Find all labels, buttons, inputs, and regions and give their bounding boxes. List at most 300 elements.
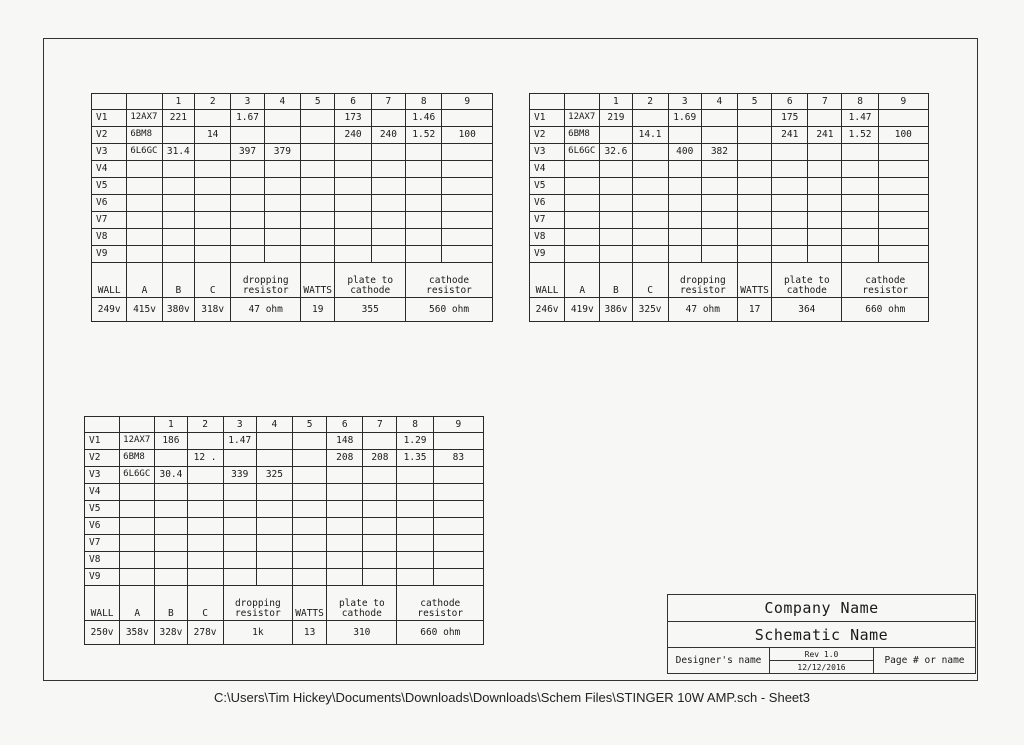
voltage-cell bbox=[187, 433, 223, 450]
voltage-cell: 31.4 bbox=[162, 144, 194, 161]
designer-name: Designer's name bbox=[668, 648, 770, 673]
voltage-cell bbox=[632, 144, 668, 161]
tube-type bbox=[120, 484, 155, 501]
voltage-cell bbox=[327, 501, 363, 518]
voltage-cell bbox=[223, 501, 256, 518]
voltage-cell bbox=[371, 178, 405, 195]
tube-row bbox=[85, 535, 484, 552]
footer-value: 318v bbox=[195, 298, 231, 322]
voltage-cell: 339 bbox=[223, 467, 256, 484]
voltage-cell: 186 bbox=[155, 433, 187, 450]
voltage-cell bbox=[264, 178, 300, 195]
pin-header: 9 bbox=[878, 94, 928, 110]
tube-position-label: V8 bbox=[85, 552, 120, 569]
footer-header: cathode resistor bbox=[842, 263, 929, 298]
tube-type bbox=[565, 229, 600, 246]
voltage-cell bbox=[155, 569, 187, 586]
footer-value: 415v bbox=[127, 298, 162, 322]
voltage-cell bbox=[371, 229, 405, 246]
voltage-cell bbox=[293, 450, 327, 467]
voltage-cell: 1.46 bbox=[406, 110, 442, 127]
voltage-cell: 148 bbox=[327, 433, 363, 450]
tube-position-label: V6 bbox=[530, 195, 565, 212]
voltage-cell bbox=[632, 161, 668, 178]
voltage-cell bbox=[335, 144, 371, 161]
voltage-cell bbox=[231, 161, 264, 178]
tube-row bbox=[530, 127, 929, 144]
tube-type: 12AX7 bbox=[565, 110, 600, 127]
voltage-cell bbox=[808, 110, 842, 127]
footer-value: 364 bbox=[772, 298, 842, 322]
tube-position-label: V6 bbox=[85, 518, 120, 535]
voltage-cell bbox=[155, 552, 187, 569]
pin-header: 4 bbox=[256, 417, 292, 433]
voltage-cell: 1.67 bbox=[231, 110, 264, 127]
voltage-cell bbox=[600, 229, 632, 246]
tube-type: 6BM8 bbox=[120, 450, 155, 467]
footer-value: 660 ohm bbox=[397, 621, 484, 645]
voltage-cell: 1.69 bbox=[668, 110, 701, 127]
pin-header: 9 bbox=[442, 94, 493, 110]
footer-value: 355 bbox=[335, 298, 406, 322]
voltage-cell bbox=[301, 229, 335, 246]
voltage-cell: 221 bbox=[162, 110, 194, 127]
title-block bbox=[667, 594, 976, 674]
voltage-cell bbox=[223, 450, 256, 467]
tube-row bbox=[85, 484, 484, 501]
tube-type: 6L6GC bbox=[120, 467, 155, 484]
voltage-cell: 12 . bbox=[187, 450, 223, 467]
footer-header: A bbox=[120, 586, 155, 621]
voltage-cell bbox=[223, 535, 256, 552]
footer-value: 386v bbox=[600, 298, 632, 322]
voltage-cell bbox=[301, 144, 335, 161]
voltage-cell bbox=[772, 195, 808, 212]
voltage-cell bbox=[264, 161, 300, 178]
voltage-cell bbox=[162, 161, 194, 178]
footer-header: cathode resistor bbox=[406, 263, 493, 298]
footer-value: 560 ohm bbox=[406, 298, 493, 322]
voltage-cell bbox=[878, 144, 928, 161]
voltage-cell bbox=[397, 518, 433, 535]
voltage-cell bbox=[335, 229, 371, 246]
voltage-cell bbox=[335, 195, 371, 212]
voltage-cell bbox=[223, 484, 256, 501]
footer-header: B bbox=[162, 263, 194, 298]
voltage-cell bbox=[842, 144, 878, 161]
voltage-cell bbox=[371, 161, 405, 178]
footer-value-row bbox=[530, 298, 929, 322]
voltage-cell bbox=[256, 535, 292, 552]
voltage-cell bbox=[878, 110, 928, 127]
tube-position-label: V7 bbox=[530, 212, 565, 229]
voltage-cell: 240 bbox=[335, 127, 371, 144]
pin-header-row bbox=[85, 417, 484, 433]
tube-row bbox=[85, 450, 484, 467]
tube-type bbox=[565, 195, 600, 212]
voltage-cell bbox=[187, 569, 223, 586]
voltage-cell bbox=[600, 246, 632, 263]
voltage-cell bbox=[842, 212, 878, 229]
footer-header: plate to cathode bbox=[772, 263, 842, 298]
footer-header: cathode resistor bbox=[397, 586, 484, 621]
tube-position-label: V3 bbox=[92, 144, 127, 161]
voltage-cell bbox=[668, 178, 701, 195]
tube-type bbox=[565, 161, 600, 178]
voltage-cell bbox=[223, 518, 256, 535]
tube-type bbox=[120, 569, 155, 586]
voltage-cell bbox=[371, 110, 405, 127]
voltage-cell bbox=[363, 569, 397, 586]
footer-header: dropping resistor bbox=[231, 263, 301, 298]
pin-header: 2 bbox=[187, 417, 223, 433]
tube-row bbox=[92, 195, 493, 212]
voltage-cell bbox=[301, 161, 335, 178]
tube-position-label: V9 bbox=[92, 246, 127, 263]
voltage-cell bbox=[256, 552, 292, 569]
date: 12/12/2016 bbox=[770, 661, 874, 674]
voltage-cell bbox=[808, 229, 842, 246]
tube-position-label: V1 bbox=[92, 110, 127, 127]
footer-value: 249v bbox=[92, 298, 127, 322]
pin-header: 9 bbox=[433, 417, 483, 433]
footer-value: 13 bbox=[293, 621, 327, 645]
tube-type: 6L6GC bbox=[127, 144, 162, 161]
tube-type bbox=[127, 195, 162, 212]
voltage-cell bbox=[363, 535, 397, 552]
pin-header: 7 bbox=[371, 94, 405, 110]
voltage-cell bbox=[155, 501, 187, 518]
voltage-cell bbox=[433, 552, 483, 569]
voltage-cell bbox=[155, 518, 187, 535]
voltage-cell bbox=[738, 229, 772, 246]
voltage-cell bbox=[442, 212, 493, 229]
voltage-cell bbox=[397, 552, 433, 569]
voltage-cell bbox=[363, 518, 397, 535]
tube-position-label: V9 bbox=[530, 246, 565, 263]
voltage-cell bbox=[335, 246, 371, 263]
voltage-cell bbox=[632, 246, 668, 263]
tube-row bbox=[92, 178, 493, 195]
tube-position-label: V9 bbox=[85, 569, 120, 586]
tube-type bbox=[120, 518, 155, 535]
pin-header: 5 bbox=[301, 94, 335, 110]
voltage-cell bbox=[301, 127, 335, 144]
voltage-cell bbox=[406, 212, 442, 229]
voltage-cell bbox=[155, 535, 187, 552]
pin-header: 2 bbox=[195, 94, 231, 110]
tube-row bbox=[92, 161, 493, 178]
voltage-cell bbox=[701, 110, 737, 127]
voltage-cell bbox=[668, 161, 701, 178]
voltage-table bbox=[91, 93, 493, 322]
voltage-cell bbox=[406, 144, 442, 161]
voltage-cell bbox=[162, 127, 194, 144]
voltage-cell bbox=[256, 501, 292, 518]
blank-cell bbox=[530, 94, 565, 110]
voltage-cell bbox=[632, 178, 668, 195]
voltage-cell bbox=[701, 212, 737, 229]
voltage-cell bbox=[433, 433, 483, 450]
voltage-cell bbox=[264, 195, 300, 212]
voltage-cell: 100 bbox=[878, 127, 928, 144]
tube-row bbox=[85, 467, 484, 484]
footer-header: dropping resistor bbox=[223, 586, 292, 621]
voltage-cell bbox=[187, 535, 223, 552]
voltage-cell bbox=[187, 467, 223, 484]
voltage-cell bbox=[878, 246, 928, 263]
voltage-cell bbox=[842, 246, 878, 263]
voltage-cell bbox=[231, 246, 264, 263]
voltage-cell bbox=[162, 195, 194, 212]
pin-header: 6 bbox=[772, 94, 808, 110]
voltage-cell bbox=[162, 178, 194, 195]
voltage-cell bbox=[738, 195, 772, 212]
voltage-cell: 208 bbox=[327, 450, 363, 467]
voltage-cell bbox=[293, 484, 327, 501]
tube-type bbox=[127, 229, 162, 246]
voltage-cell bbox=[195, 110, 231, 127]
voltage-cell bbox=[701, 195, 737, 212]
voltage-cell bbox=[808, 161, 842, 178]
voltage-cell bbox=[842, 195, 878, 212]
tube-position-label: V3 bbox=[85, 467, 120, 484]
tube-type bbox=[565, 246, 600, 263]
voltage-cell bbox=[162, 246, 194, 263]
voltage-cell bbox=[223, 569, 256, 586]
voltage-cell bbox=[335, 178, 371, 195]
voltage-cell bbox=[772, 246, 808, 263]
voltage-cell bbox=[155, 450, 187, 467]
voltage-cell bbox=[371, 212, 405, 229]
tube-row bbox=[85, 569, 484, 586]
voltage-cell: 1.52 bbox=[406, 127, 442, 144]
voltage-cell bbox=[371, 195, 405, 212]
voltage-cell bbox=[808, 246, 842, 263]
footer-value-row bbox=[92, 298, 493, 322]
footer-value: 1k bbox=[223, 621, 292, 645]
voltage-cell bbox=[264, 212, 300, 229]
voltage-cell: 173 bbox=[335, 110, 371, 127]
voltage-cell bbox=[327, 569, 363, 586]
voltage-cell bbox=[155, 484, 187, 501]
voltage-cell bbox=[772, 212, 808, 229]
voltage-cell: 208 bbox=[363, 450, 397, 467]
tube-row bbox=[530, 212, 929, 229]
voltage-cell bbox=[442, 246, 493, 263]
tube-position-label: V7 bbox=[85, 535, 120, 552]
tube-position-label: V6 bbox=[92, 195, 127, 212]
voltage-cell bbox=[363, 484, 397, 501]
tube-position-label: V2 bbox=[92, 127, 127, 144]
voltage-cell bbox=[293, 552, 327, 569]
tube-position-label: V3 bbox=[530, 144, 565, 161]
footer-header-row bbox=[85, 586, 484, 621]
voltage-cell: 325 bbox=[256, 467, 292, 484]
tube-position-label: V5 bbox=[530, 178, 565, 195]
tube-position-label: V4 bbox=[530, 161, 565, 178]
voltage-cell: 219 bbox=[600, 110, 632, 127]
voltage-cell bbox=[301, 110, 335, 127]
voltage-cell bbox=[600, 127, 632, 144]
voltage-cell bbox=[195, 212, 231, 229]
footer-header-row bbox=[92, 263, 493, 298]
voltage-cell: 30.4 bbox=[155, 467, 187, 484]
voltage-cell: 14 bbox=[195, 127, 231, 144]
voltage-cell bbox=[738, 144, 772, 161]
voltage-cell bbox=[600, 212, 632, 229]
voltage-cell bbox=[195, 178, 231, 195]
voltage-cell bbox=[327, 518, 363, 535]
voltage-cell: 1.47 bbox=[842, 110, 878, 127]
pin-header: 3 bbox=[231, 94, 264, 110]
footer-header: plate to cathode bbox=[327, 586, 397, 621]
tube-position-label: V1 bbox=[530, 110, 565, 127]
tube-type bbox=[120, 501, 155, 518]
tube-type bbox=[565, 212, 600, 229]
voltage-cell bbox=[433, 518, 483, 535]
voltage-cell bbox=[187, 518, 223, 535]
voltage-cell: 1.47 bbox=[223, 433, 256, 450]
voltage-cell bbox=[223, 552, 256, 569]
voltage-cell bbox=[701, 178, 737, 195]
footer-value: 246v bbox=[530, 298, 565, 322]
voltage-cell bbox=[231, 212, 264, 229]
voltage-cell bbox=[162, 212, 194, 229]
voltage-cell bbox=[772, 161, 808, 178]
schematic-name: Schematic Name bbox=[668, 622, 975, 648]
voltage-cell bbox=[433, 467, 483, 484]
voltage-cell bbox=[842, 178, 878, 195]
footer-header: C bbox=[632, 263, 668, 298]
voltage-cell bbox=[738, 178, 772, 195]
voltage-cell bbox=[701, 229, 737, 246]
footer-header-row bbox=[530, 263, 929, 298]
voltage-cell bbox=[301, 246, 335, 263]
pin-header: 4 bbox=[264, 94, 300, 110]
voltage-cell bbox=[701, 127, 737, 144]
voltage-cell bbox=[842, 161, 878, 178]
pin-header: 6 bbox=[327, 417, 363, 433]
voltage-cell bbox=[195, 246, 231, 263]
tube-type: 6BM8 bbox=[565, 127, 600, 144]
voltage-cell bbox=[371, 144, 405, 161]
voltage-cell bbox=[327, 535, 363, 552]
voltage-cell bbox=[256, 484, 292, 501]
voltage-cell bbox=[442, 178, 493, 195]
voltage-cell bbox=[772, 144, 808, 161]
voltage-cell bbox=[600, 178, 632, 195]
voltage-cell bbox=[371, 246, 405, 263]
voltage-cell bbox=[433, 535, 483, 552]
voltage-cell: 241 bbox=[772, 127, 808, 144]
pin-header-row bbox=[92, 94, 493, 110]
tube-type: 6L6GC bbox=[565, 144, 600, 161]
voltage-cell bbox=[878, 195, 928, 212]
file-path: C:\Users\Tim Hickey\Documents\Downloads\Downloads\Schem Files\STINGER 10W AMP.sch - Sheet3 bbox=[213, 690, 811, 705]
tube-type bbox=[127, 161, 162, 178]
voltage-cell: 382 bbox=[701, 144, 737, 161]
footer-header: A bbox=[565, 263, 600, 298]
blank-cell bbox=[565, 94, 600, 110]
footer-value: 47 ohm bbox=[668, 298, 737, 322]
voltage-cell bbox=[264, 229, 300, 246]
tube-row bbox=[92, 246, 493, 263]
voltage-cell bbox=[600, 195, 632, 212]
footer-header: dropping resistor bbox=[668, 263, 737, 298]
voltage-cell: 1.29 bbox=[397, 433, 433, 450]
voltage-cell: 240 bbox=[371, 127, 405, 144]
tube-row bbox=[85, 501, 484, 518]
voltage-cell bbox=[668, 212, 701, 229]
footer-header: C bbox=[187, 586, 223, 621]
voltage-cell bbox=[397, 569, 433, 586]
pin-header: 7 bbox=[808, 94, 842, 110]
voltage-cell: 14.1 bbox=[632, 127, 668, 144]
pin-header: 4 bbox=[701, 94, 737, 110]
voltage-cell bbox=[406, 161, 442, 178]
blank-cell bbox=[92, 94, 127, 110]
voltage-cell bbox=[162, 229, 194, 246]
voltage-cell bbox=[442, 110, 493, 127]
voltage-cell: 32.6 bbox=[600, 144, 632, 161]
voltage-cell bbox=[301, 195, 335, 212]
voltage-cell bbox=[842, 229, 878, 246]
voltage-cell bbox=[406, 229, 442, 246]
voltage-cell bbox=[231, 229, 264, 246]
pin-header: 6 bbox=[335, 94, 371, 110]
blank-cell bbox=[85, 417, 120, 433]
tube-row bbox=[530, 229, 929, 246]
tube-type bbox=[127, 178, 162, 195]
tube-row bbox=[530, 195, 929, 212]
voltage-cell bbox=[878, 161, 928, 178]
footer-value: 278v bbox=[187, 621, 223, 645]
tube-position-label: V4 bbox=[92, 161, 127, 178]
footer-value: 660 ohm bbox=[842, 298, 929, 322]
footer-header: plate to cathode bbox=[335, 263, 406, 298]
tube-position-label: V1 bbox=[85, 433, 120, 450]
footer-header: WATTS bbox=[293, 586, 327, 621]
voltage-cell bbox=[772, 229, 808, 246]
footer-value: 47 ohm bbox=[231, 298, 301, 322]
voltage-cell bbox=[195, 229, 231, 246]
voltage-cell bbox=[433, 484, 483, 501]
pin-header: 1 bbox=[600, 94, 632, 110]
voltage-cell bbox=[397, 484, 433, 501]
title-block-bottom bbox=[668, 648, 975, 673]
voltage-cell bbox=[878, 178, 928, 195]
voltage-cell bbox=[264, 110, 300, 127]
voltage-cell bbox=[363, 552, 397, 569]
voltage-cell: 100 bbox=[442, 127, 493, 144]
voltage-cell bbox=[293, 467, 327, 484]
footer-header: WATTS bbox=[301, 263, 335, 298]
voltage-cell bbox=[701, 246, 737, 263]
tube-row bbox=[530, 178, 929, 195]
voltage-table bbox=[84, 416, 484, 645]
voltage-cell bbox=[293, 433, 327, 450]
voltage-cell bbox=[632, 110, 668, 127]
footer-header: WALL bbox=[85, 586, 120, 621]
voltage-cell bbox=[668, 127, 701, 144]
voltage-cell bbox=[406, 195, 442, 212]
voltage-cell: 175 bbox=[772, 110, 808, 127]
voltage-cell bbox=[301, 178, 335, 195]
footer-header: WATTS bbox=[738, 263, 772, 298]
voltage-cell bbox=[187, 484, 223, 501]
voltage-cell: 379 bbox=[264, 144, 300, 161]
